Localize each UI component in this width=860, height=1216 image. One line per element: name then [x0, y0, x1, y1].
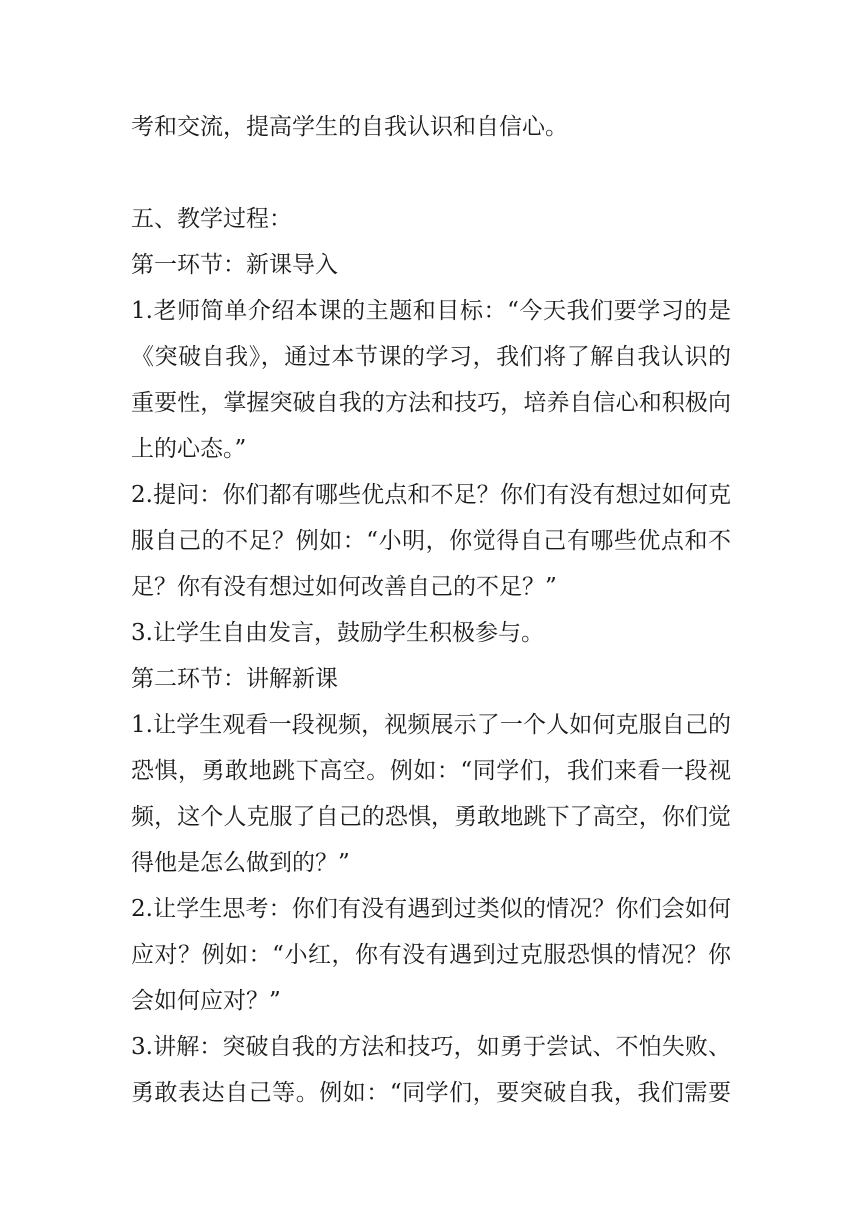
text-line-4: 1.老师简单介绍本课的主题和目标：“今天我们要学习的是 — [131, 298, 731, 324]
text-line-1: 考和交流，提高学生的自我认识和自信心。 — [131, 114, 568, 140]
text-line-20: 3.讲解：突破自我的方法和技巧，如勇于尝试、不怕失败、 — [131, 1034, 731, 1060]
text-line-19: 会如何应对？” — [131, 988, 281, 1014]
text-line-8: 2.提问：你们都有哪些优点和不足？你们有没有想过如何克 — [131, 482, 731, 508]
subheading-stage-1: 第一环节：新课导入 — [131, 252, 338, 278]
text-line-21: 勇敢表达自己等。例如：“同学们，要突破自我，我们需要 — [131, 1080, 731, 1106]
text-line-7: 上的心态。” — [131, 436, 247, 462]
text-line-13: 1.让学生观看一段视频，视频展示了一个人如何克服自己的 — [131, 712, 731, 738]
text-line-10: 足？你有没有想过如何改善自己的不足？” — [131, 574, 557, 600]
text-line-6: 重要性，掌握突破自我的方法和技巧，培养自信心和积极向 — [131, 390, 731, 416]
text-line-15: 频，这个人克服了自己的恐惧，勇敢地跳下了高空，你们觉 — [131, 804, 731, 830]
text-line-18: 应对？例如：“小红，你有没有遇到过克服恐惧的情况？你 — [131, 942, 731, 968]
text-line-16: 得他是怎么做到的？” — [131, 850, 350, 876]
text-line-9: 服自己的不足？例如：“小明，你觉得自己有哪些优点和不 — [131, 528, 731, 554]
text-line-11: 3.让学生自由发言，鼓励学生积极参与。 — [131, 620, 544, 646]
text-line-17: 2.让学生思考：你们有没有遇到过类似的情况？你们会如何 — [131, 896, 731, 922]
text-line-5: 《突破自我》，通过本节课的学习，我们将了解自我认识的 — [131, 344, 731, 370]
section-heading-teaching-process: 五、教学过程： — [131, 206, 292, 232]
subheading-stage-2: 第二环节：讲解新课 — [131, 666, 338, 692]
text-line-14: 恐惧，勇敢地跳下高空。例如：“同学们，我们来看一段视 — [131, 758, 731, 784]
